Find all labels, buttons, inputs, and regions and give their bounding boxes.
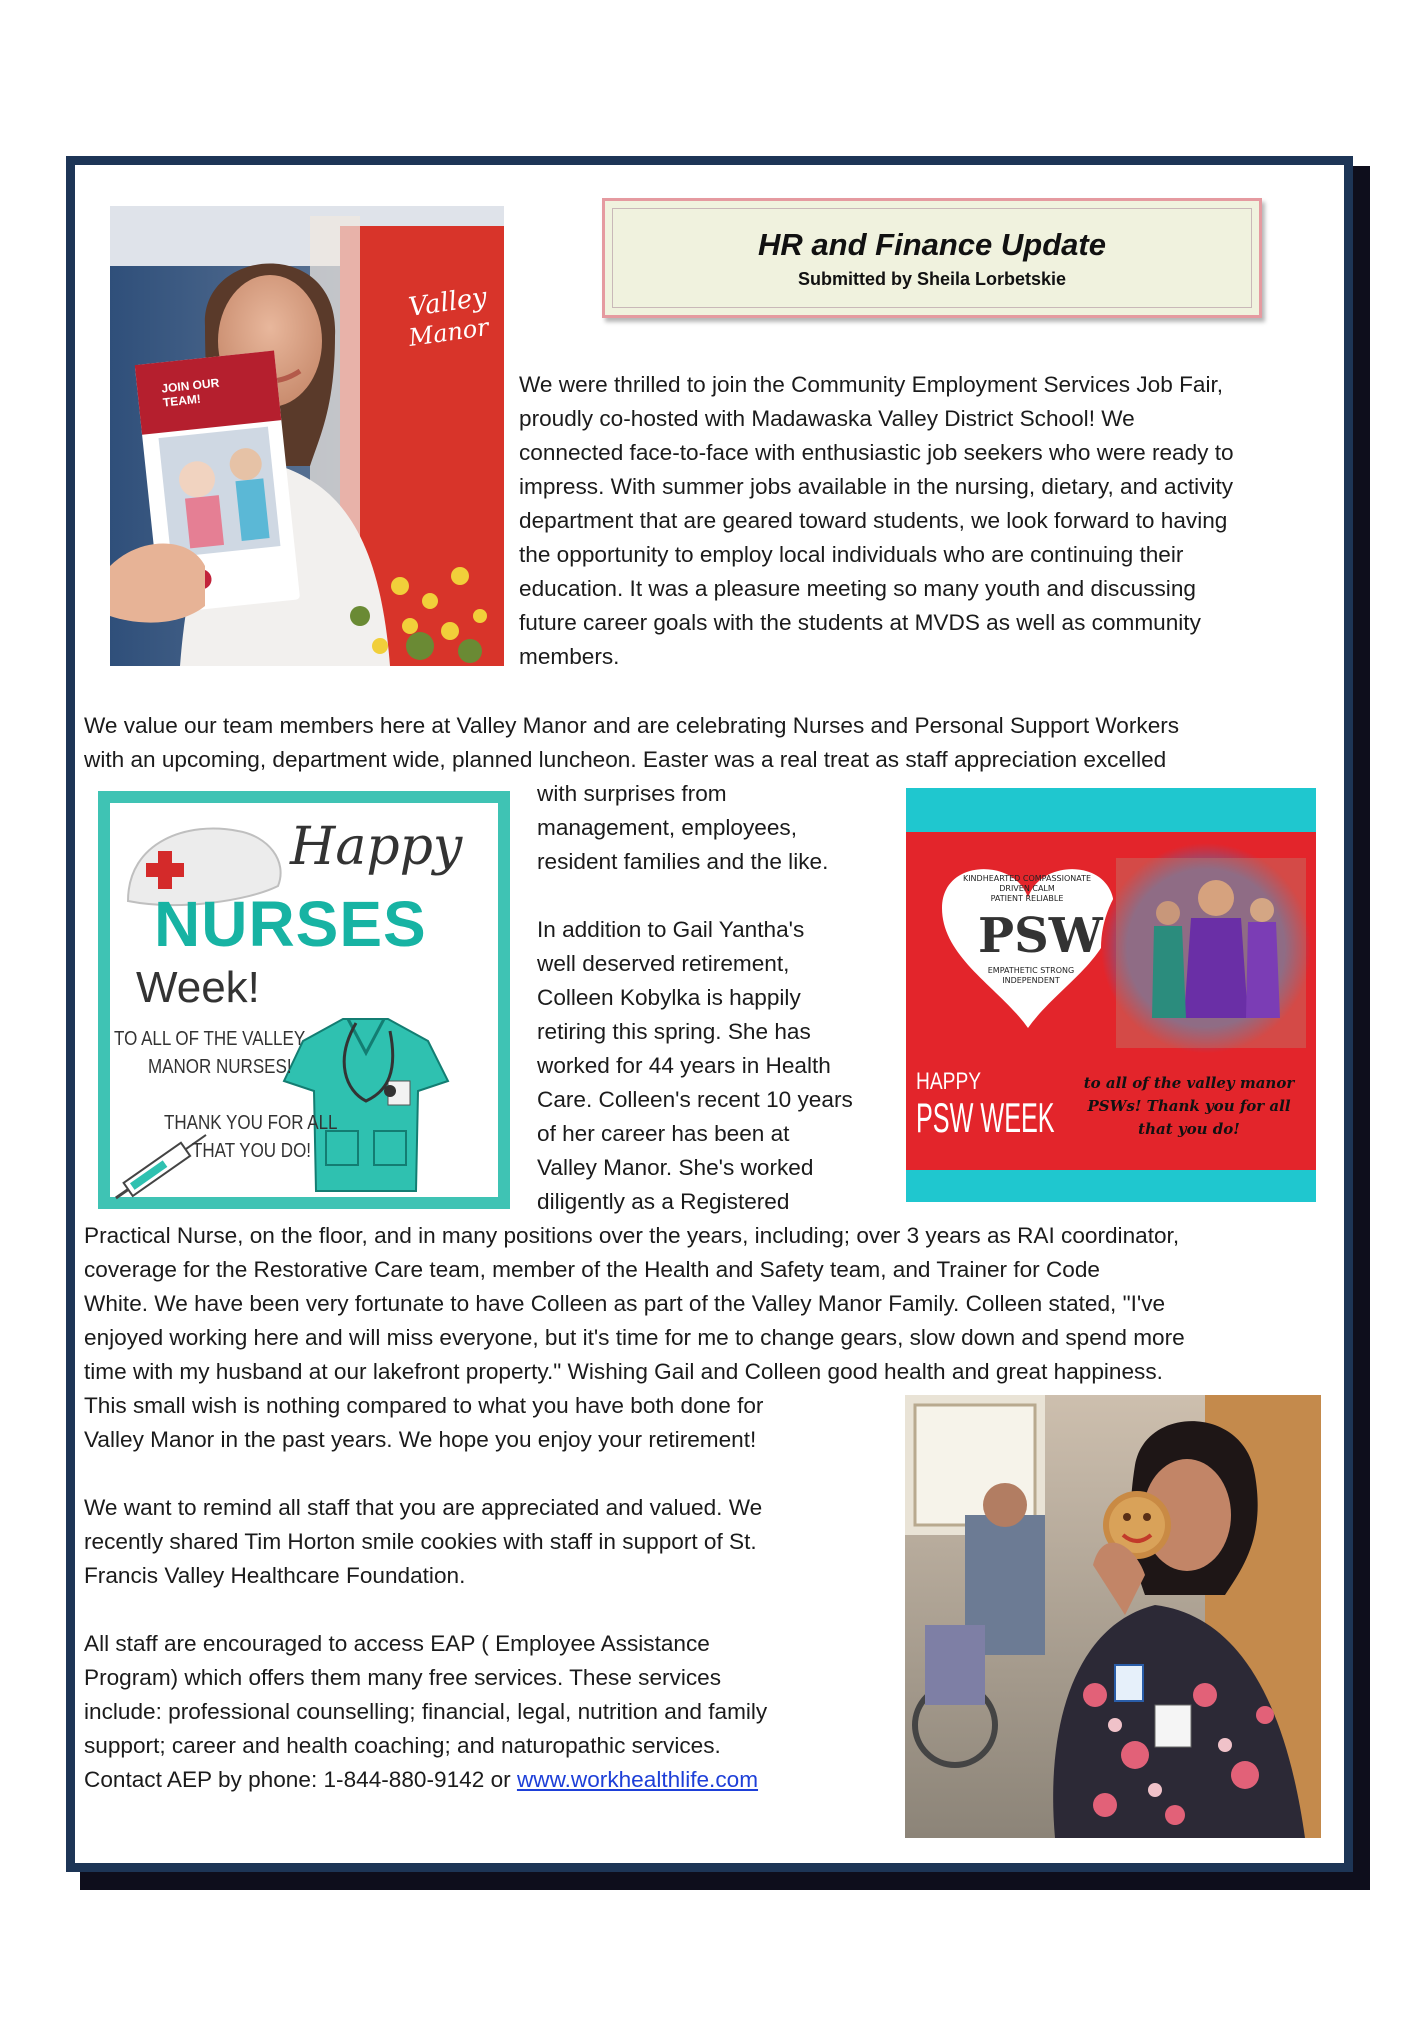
psw-heart-word: CALM: [1032, 884, 1055, 893]
nurses-happy: Happy: [290, 817, 463, 877]
para1-line: the opportunity to employ local individuals who are continuing their: [519, 542, 1184, 567]
para3-line: We want to remind all staff that you are appreciated and valued. We: [84, 1495, 763, 1520]
para2-line: This small wish is nothing compared to what you have both done for: [84, 1393, 764, 1418]
para4-line-contact: [84, 1763, 758, 1797]
para1-line: We were thrilled to join the Community Employment Services Job Fair,: [519, 372, 1224, 397]
para2-line: Valley Manor. She's worked: [537, 1155, 814, 1180]
nurses-thanks1: THANK YOU FOR ALL: [164, 1111, 338, 1134]
para3-line: recently shared Tim Horton smile cookies with staff in support of St.: [84, 1529, 757, 1554]
cookie-staff-photo: [905, 1395, 1321, 1838]
para2-line: Practical Nurse, on the floor, and in many positions over the years, including; over 3 years as RAI coordinator,: [84, 1223, 1180, 1248]
para2-line: coverage for the Restorative Care team, member of the Health and Safety team, and Trainer for Code: [84, 1257, 1100, 1282]
para2-line: well deserved retirement,: [537, 951, 790, 976]
psw-message-line: to all of the valley manor: [1083, 1074, 1295, 1092]
nurses-week: Week!: [136, 963, 260, 1012]
para2-line: time with my husband at our lakefront property." Wishing Gail and Colleen good health and great happiness.: [84, 1359, 1163, 1384]
para2-line: Colleen Kobylka is happily: [537, 985, 801, 1010]
psw-heart-word: STRONG: [1040, 966, 1075, 975]
nurses-thanks2: THAT YOU DO!: [192, 1139, 312, 1162]
para2-line: White. We have been very fortunate to have Colleen as part of the Valley Manor Family. Colleen stated, "I've: [84, 1291, 1166, 1316]
workhealthlife-link[interactable]: www.workhealthlife.com: [516, 1767, 759, 1792]
para2-line: management, employees,: [537, 815, 797, 840]
para1-line: department that are geared toward students, we look forward to having: [519, 508, 1228, 533]
para2-line: with an upcoming, department wide, planned luncheon. Easter was a real treat as staff appreciation excelled: [84, 747, 1167, 772]
para2-line: worked for 44 years in Health: [537, 1053, 831, 1078]
para2-line: with surprises from: [537, 781, 727, 806]
psw-heart-words-bottom: [966, 966, 1096, 986]
para4-line: support; career and health coaching; and naturopathic services.: [84, 1733, 721, 1758]
para2-line: resident families and the like.: [537, 849, 829, 874]
nurses-line2: MANOR NURSES!: [148, 1055, 292, 1078]
para2-line: of her career has been at: [537, 1121, 790, 1146]
psw-heart-word: INDEPENDENT: [1002, 976, 1060, 985]
para1-line: impress. With summer jobs available in the nursing, dietary, and activity: [519, 474, 1234, 499]
para1-line: future career goals with the students at MVDS as well as community: [519, 610, 1201, 635]
psw-week-card: [906, 788, 1316, 1202]
para2-line: We value our team members here at Valley Manor and are celebrating Nurses and Personal Support Workers: [84, 713, 1180, 738]
para2-line: Care. Colleen's recent 10 years: [537, 1087, 853, 1112]
psw-message-line: PSWs! Thank you for all: [1087, 1097, 1291, 1115]
svg-text:Valley: Valley: [406, 282, 489, 323]
page-title: HR and Finance Update: [758, 226, 1106, 262]
title-box: [602, 198, 1262, 318]
psw-heart-word: RELIABLE: [1025, 894, 1064, 903]
page-subtitle: Submitted by Sheila Lorbetskie: [797, 268, 1067, 289]
para4-line: All staff are encouraged to access EAP ( Employee Assistance: [84, 1631, 710, 1656]
svg-text:Manor: Manor: [406, 313, 491, 352]
psw-heart-words: [952, 874, 1102, 904]
contact-text: Contact AEP by phone: 1-844-880-9142 or: [84, 1767, 517, 1792]
nurses-line1: TO ALL OF THE VALLEY: [114, 1027, 306, 1050]
psw-heart-word: EMPATHETIC: [987, 966, 1038, 975]
para2-line: enjoyed working here and will miss everyone, but it's time for me to change gears, slow down and spend more: [84, 1325, 1185, 1350]
para1-line: proudly co-hosted with Madawaska Valley District School! We: [519, 406, 1135, 431]
para3-line: Francis Valley Healthcare Foundation.: [84, 1563, 466, 1588]
para2-line: diligently as a Registered: [537, 1189, 790, 1214]
para2-line: In addition to Gail Yantha's: [537, 917, 805, 942]
psw-heart-title: PSW: [978, 908, 1103, 964]
para1-line: members.: [519, 644, 620, 669]
nurses-week-card: [98, 791, 510, 1209]
para4-line: include: professional counselling; financial, legal, nutrition and family: [84, 1699, 768, 1724]
psw-happy: HAPPY: [916, 1068, 982, 1095]
psw-heart-word: KINDHEARTED: [962, 874, 1021, 883]
job-fair-photo: [110, 206, 504, 666]
para4-line: Program) which offers them many free services. These services: [84, 1665, 722, 1690]
psw-week-title: PSW WEEK: [916, 1094, 1055, 1141]
para2-line: Valley Manor in the past years. We hope you enjoy your retirement!: [84, 1427, 757, 1452]
para1-line: education. It was a pleasure meeting so many youth and discussing: [519, 576, 1196, 601]
psw-heart-word: COMPASSIONATE: [1022, 874, 1092, 883]
brochure-text: JOIN OUR TEAM!: [160, 375, 220, 410]
psw-heart-word: PATIENT: [990, 894, 1023, 903]
para2-line: retiring this spring. She has: [537, 1019, 811, 1044]
nurses-title: NURSES: [154, 888, 427, 960]
psw-message-line: that you do!: [1138, 1120, 1240, 1138]
para1-line: connected face-to-face with enthusiastic job seekers who were ready to: [519, 440, 1234, 465]
psw-heart-word: DRIVEN: [999, 884, 1030, 893]
psw-message: [1074, 1072, 1304, 1141]
